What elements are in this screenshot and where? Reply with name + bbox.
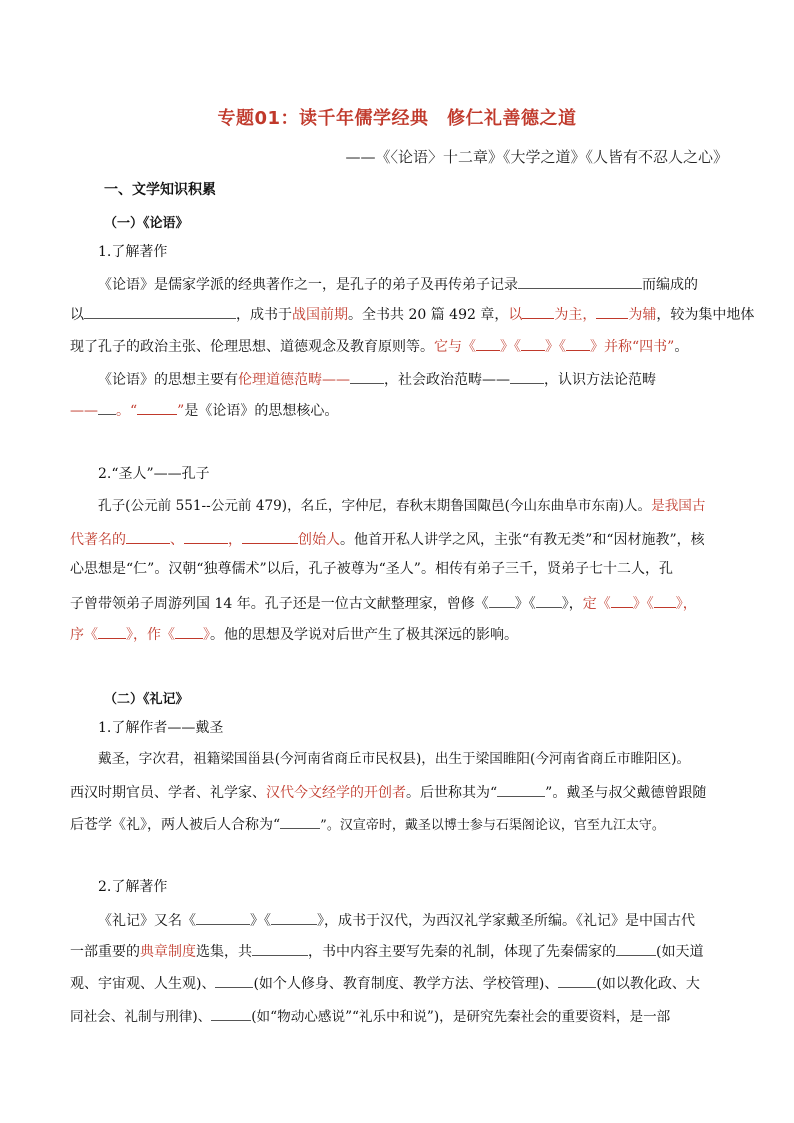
fill-blank[interactable] [566,335,590,351]
fill-blank[interactable] [175,623,203,639]
paragraph-line: —— 。“ ”是《论语》的思想核心。 [70,399,730,421]
fill-blank[interactable] [84,303,236,319]
paragraph-line: 《论语》的思想主要有伦理道德范畴—— ，社会政治范畴—— ，认识方法论范畴 [98,368,758,390]
fill-blank[interactable] [252,940,308,956]
paragraph-line: 后苍学《礼》，两人被后人合称为“ ”。汉宣帝时，戴圣以博士参与石渠阁论议，官至九江太守。 [70,813,730,836]
paragraph-line: 《论语》是儒家学派的经典著作之一，是孔子的弟子及再传弟子记录 而编成的 [98,273,758,295]
paragraph-line: 一部重要的典章制度选集，共 ，书中内容主要写先秦的礼制，体现了先秦儒家的 (如天道 [70,940,730,962]
fill-blank[interactable] [510,368,544,384]
fill-blank[interactable] [489,592,515,608]
fill-blank[interactable] [98,399,116,415]
fill-blank[interactable] [521,335,545,351]
fill-blank[interactable] [616,940,656,956]
fill-blank[interactable] [271,909,317,925]
paragraph-line: 以 ，成书于战国前期。全书共 20 篇 492 章，以 为主， 为辅，较为集中地体 [70,303,730,325]
fill-blank[interactable] [476,335,500,351]
fill-blank[interactable] [518,273,642,289]
fill-blank[interactable] [497,781,545,797]
paragraph-line: 孔子(公元前 551--公元前 479)，名丘，字仲尼，春秋末期鲁国陬邑(今山东曲阜市东南)人。是我国古 [98,498,706,514]
fill-blank[interactable] [654,592,676,608]
paragraph-line: 心思想是“仁”。汉朝“独尊儒术”以后，孔子被尊为“圣人”。相传有弟子三千，贤弟子七十二人，孔 [70,561,673,577]
fill-blank[interactable] [196,909,250,925]
page-title: 专题01：读千年儒学经典 修仁礼善德之道 [217,108,577,129]
paragraph-line: 戴圣，字次君，祖籍梁国甾县(今河南省商丘市民权县)，出生于梁国睢阳(今河南省商丘市睢阳区)。 [98,751,691,767]
subsection-heading-lunyu: （一）《论语》 [104,216,189,231]
paragraph-line: 序《 》，作《 》。他的思想及学说对后世产生了极其深远的影响。 [70,623,730,645]
fill-blank[interactable] [558,972,596,988]
fill-blank[interactable] [184,528,228,544]
fill-blank[interactable] [536,592,562,608]
fill-blank[interactable] [215,972,253,988]
section-heading-literary-knowledge: 一、文学知识积累 [104,182,216,198]
fill-blank[interactable] [211,1005,251,1021]
fill-blank[interactable] [126,528,170,544]
fill-blank[interactable] [596,303,628,319]
paragraph-line: 《礼记》又名《 》《 》，成书于汉代，为西汉礼学家戴圣所编。《礼记》是中国古代 [98,909,758,931]
item-heading-work: 2.了解著作 [98,879,168,895]
paragraph-line: 现了孔子的政治主张、伦理思想、道德观念及教育原则等。它与《 》《 》《 》并称“四书”。 [70,335,730,357]
paragraph-line: 同社会、礼制与刑律)、 (如“物动心感说”“礼乐中和说”)，是研究先秦社会的重要资料，是一部 [70,1005,730,1027]
fill-blank[interactable] [137,399,177,415]
item-heading-author: 1.了解作者——戴圣 [98,720,224,736]
fill-blank[interactable] [522,303,554,319]
fill-blank[interactable] [98,623,126,639]
item-heading-work: 1.了解著作 [98,244,168,260]
page-subtitle: ——《〈论语〉十二章》《大学之道》《人皆有不忍人之心》 [345,148,728,166]
paragraph-line: 观、宇宙观、人生观)、 (如个人修身、教育制度、教学方法、学校管理)、 (如以教化政、大 [70,972,730,994]
paragraph-line: 代著名的 、 ， 创始人。他首开私人讲学之风，主张“有教无类”和“因材施教”，核 [70,528,730,550]
fill-blank[interactable] [280,813,320,829]
paragraph-line: 子曾带领弟子周游列国 14 年。孔子还是一位古文献整理家，曾修《 》《 》，定《 》《 》， [70,592,730,614]
paragraph-line: 西汉时期官员、学者、礼学家、汉代今文经学的开创者。后世称其为“ ”。戴圣与叔父戴德曾跟随 [70,781,730,803]
fill-blank[interactable] [242,528,298,544]
fill-blank[interactable] [611,592,633,608]
fill-blank[interactable] [350,368,384,384]
item-heading-confucius: 2.“圣人”——孔子 [98,466,210,482]
subsection-heading-liji: （二）《礼记》 [104,692,189,707]
